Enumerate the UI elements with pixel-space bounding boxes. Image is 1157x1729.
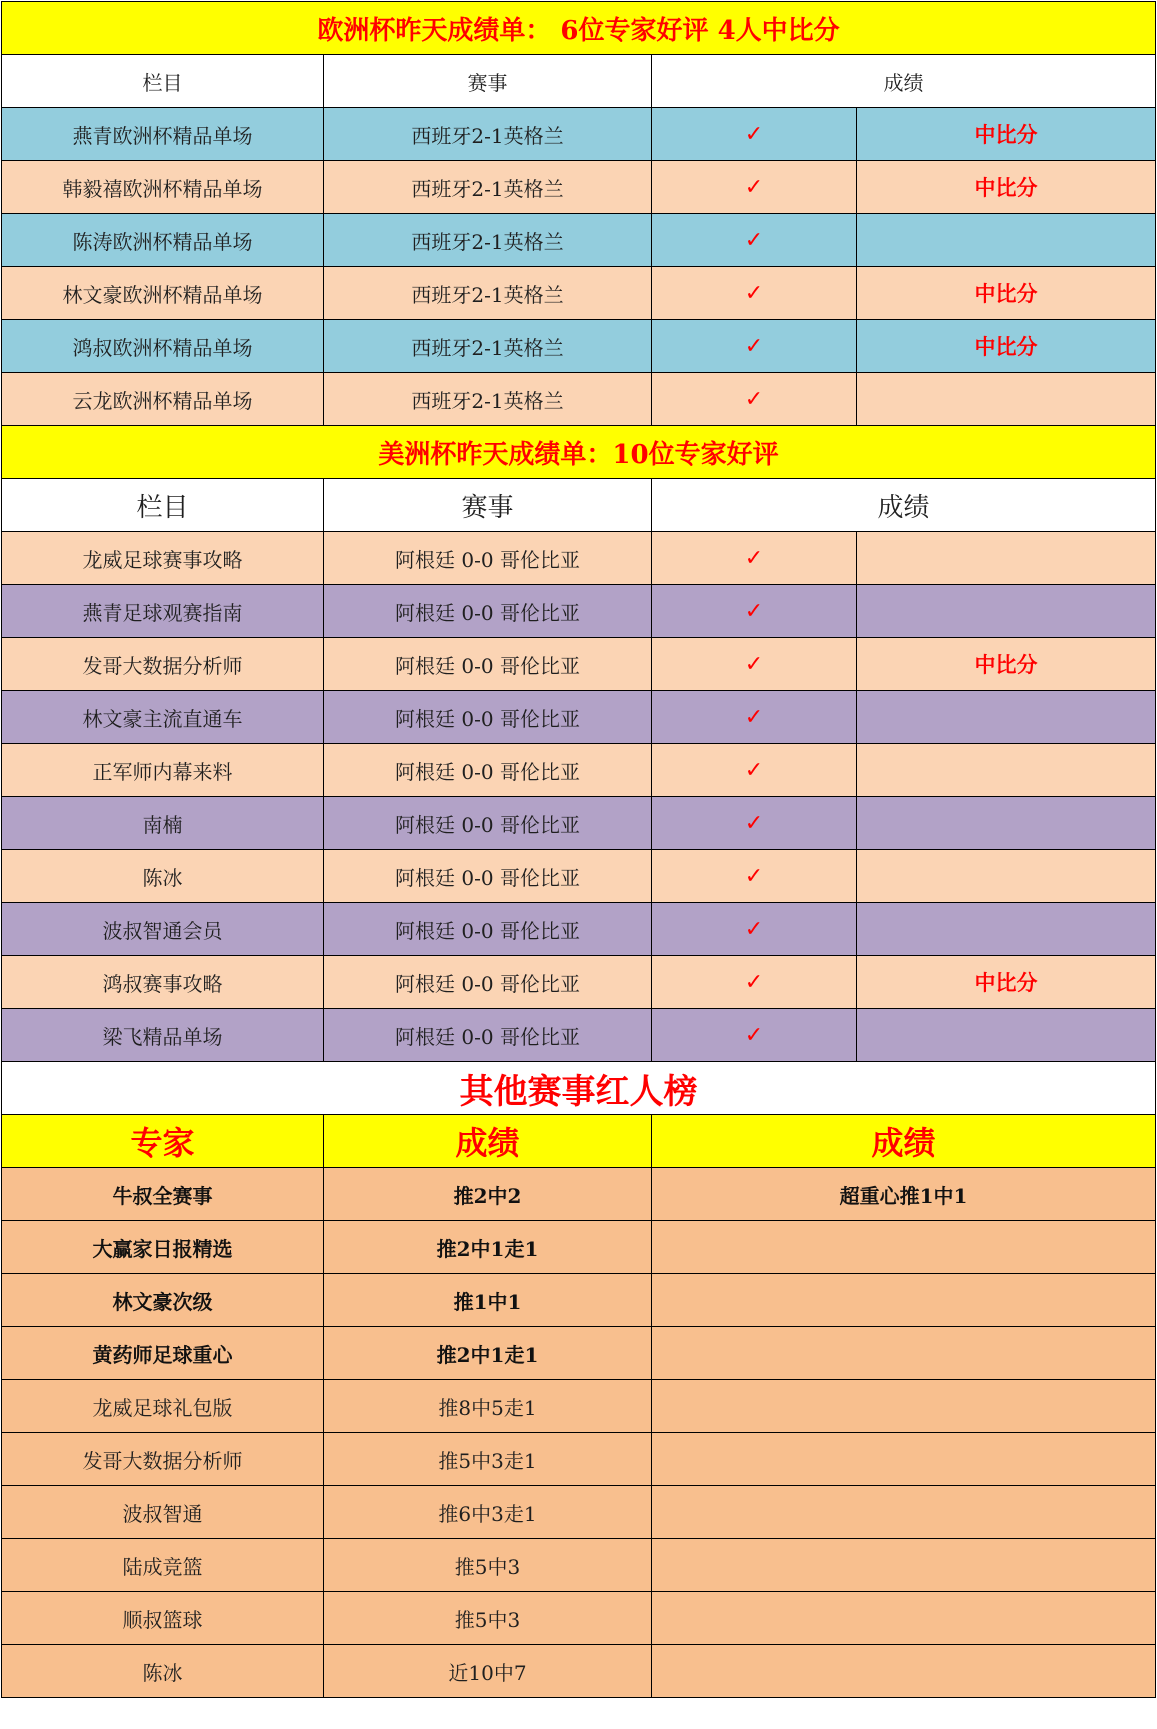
euro-title: 欧洲杯昨天成绩单： 6位专家好评 4人中比分 xyxy=(2,2,1156,55)
table-row xyxy=(2,1327,1156,1380)
check-icon: ✓ xyxy=(744,386,764,412)
check-icon: ✓ xyxy=(744,810,764,836)
note xyxy=(652,1380,1156,1433)
check-cell xyxy=(652,532,857,585)
check-cell xyxy=(652,638,857,691)
match-result: 阿根廷 0-0 哥伦比亚 xyxy=(324,532,652,585)
expert-name: 陈涛欧洲杯精品单场 xyxy=(2,214,324,267)
table-row xyxy=(2,214,1156,267)
check-icon: ✓ xyxy=(744,863,764,889)
match-result: 西班牙2-1英格兰 xyxy=(324,161,652,214)
match-result: 西班牙2-1英格兰 xyxy=(324,267,652,320)
score-cell xyxy=(857,1009,1156,1062)
table-row xyxy=(2,1645,1156,1698)
expert-name: 陈冰 xyxy=(2,850,324,903)
score-cell xyxy=(857,108,1156,161)
expert-name: 燕青足球观赛指南 xyxy=(2,585,324,638)
table-row xyxy=(2,1221,1156,1274)
check-icon: ✓ xyxy=(744,598,764,624)
expert-name: 龙威足球礼包版 xyxy=(2,1380,324,1433)
expert-name: 波叔智通会员 xyxy=(2,903,324,956)
check-cell xyxy=(652,214,857,267)
expert-name: 云龙欧洲杯精品单场 xyxy=(2,373,324,426)
table-row xyxy=(2,161,1156,214)
record: 推2中1走1 xyxy=(324,1221,652,1274)
score-cell xyxy=(857,532,1156,585)
score-cell xyxy=(857,585,1156,638)
score-hit-label: 中比分 xyxy=(974,175,1038,200)
check-icon: ✓ xyxy=(744,651,764,677)
check-icon: ✓ xyxy=(744,545,764,571)
check-cell xyxy=(652,161,857,214)
table-row xyxy=(2,691,1156,744)
others-title-row xyxy=(2,1062,1156,1115)
check-cell xyxy=(652,903,857,956)
match-result: 阿根廷 0-0 哥伦比亚 xyxy=(324,956,652,1009)
expert-name: 顺叔篮球 xyxy=(2,1592,324,1645)
expert-name: 鸿叔赛事攻略 xyxy=(2,956,324,1009)
check-icon: ✓ xyxy=(744,227,764,253)
results-sheet xyxy=(1,1,1155,1698)
record: 推6中3走1 xyxy=(324,1486,652,1539)
score-cell xyxy=(857,267,1156,320)
score-cell xyxy=(857,797,1156,850)
expert-name: 发哥大数据分析师 xyxy=(2,1433,324,1486)
check-cell xyxy=(652,320,857,373)
expert-name: 龙威足球赛事攻略 xyxy=(2,532,324,585)
check-cell xyxy=(652,267,857,320)
match-result: 阿根廷 0-0 哥伦比亚 xyxy=(324,585,652,638)
score-cell xyxy=(857,320,1156,373)
match-result: 西班牙2-1英格兰 xyxy=(324,373,652,426)
expert-name: 鸿叔欧洲杯精品单场 xyxy=(2,320,324,373)
match-result: 阿根廷 0-0 哥伦比亚 xyxy=(324,638,652,691)
expert-name: 黄药师足球重心 xyxy=(2,1327,324,1380)
check-cell xyxy=(652,108,857,161)
expert-name: 南楠 xyxy=(2,797,324,850)
check-cell xyxy=(652,956,857,1009)
score-cell xyxy=(857,744,1156,797)
score-hit-label: 中比分 xyxy=(974,652,1038,677)
table-row xyxy=(2,532,1156,585)
match-result: 阿根廷 0-0 哥伦比亚 xyxy=(324,691,652,744)
table-row xyxy=(2,373,1156,426)
table-row xyxy=(2,320,1156,373)
match-result: 阿根廷 0-0 哥伦比亚 xyxy=(324,744,652,797)
check-cell xyxy=(652,744,857,797)
table-row xyxy=(2,956,1156,1009)
others-header-result: 成绩 xyxy=(324,1115,652,1168)
table-row xyxy=(2,1433,1156,1486)
check-cell xyxy=(652,850,857,903)
check-cell xyxy=(652,691,857,744)
match-result: 西班牙2-1英格兰 xyxy=(324,214,652,267)
others-header-expert: 专家 xyxy=(2,1115,324,1168)
table-row xyxy=(2,1592,1156,1645)
expert-name: 陈冰 xyxy=(2,1645,324,1698)
america-title: 美洲杯昨天成绩单：10位专家好评 xyxy=(2,426,1156,479)
table-row xyxy=(2,903,1156,956)
note xyxy=(652,1221,1156,1274)
record: 近10中7 xyxy=(324,1645,652,1698)
score-hit-label: 中比分 xyxy=(974,334,1038,359)
table-row xyxy=(2,1486,1156,1539)
check-icon: ✓ xyxy=(744,1022,764,1048)
check-icon: ✓ xyxy=(744,333,764,359)
record: 推8中5走1 xyxy=(324,1380,652,1433)
table-row xyxy=(2,1539,1156,1592)
check-icon: ✓ xyxy=(744,704,764,730)
match-result: 阿根廷 0-0 哥伦比亚 xyxy=(324,850,652,903)
match-result: 西班牙2-1英格兰 xyxy=(324,108,652,161)
check-icon: ✓ xyxy=(744,121,764,147)
check-cell xyxy=(652,797,857,850)
table-row xyxy=(2,1274,1156,1327)
check-icon: ✓ xyxy=(744,757,764,783)
score-cell xyxy=(857,214,1156,267)
expert-name: 林文豪欧洲杯精品单场 xyxy=(2,267,324,320)
expert-name: 陆成竞篮 xyxy=(2,1539,324,1592)
america-header-result: 成绩 xyxy=(652,479,1156,532)
expert-name: 波叔智通 xyxy=(2,1486,324,1539)
table-row xyxy=(2,267,1156,320)
record: 推1中1 xyxy=(324,1274,652,1327)
score-cell xyxy=(857,638,1156,691)
score-cell xyxy=(857,850,1156,903)
note xyxy=(652,1486,1156,1539)
results-table xyxy=(1,1,1156,1698)
check-icon: ✓ xyxy=(744,969,764,995)
america-header-column: 栏目 xyxy=(2,479,324,532)
score-cell xyxy=(857,161,1156,214)
table-row xyxy=(2,797,1156,850)
euro-header-match: 赛事 xyxy=(324,55,652,108)
check-icon: ✓ xyxy=(744,916,764,942)
america-title-row xyxy=(2,426,1156,479)
note xyxy=(652,1592,1156,1645)
check-icon: ✓ xyxy=(744,280,764,306)
note xyxy=(652,1327,1156,1380)
results-table-body xyxy=(2,2,1156,1698)
score-hit-label: 中比分 xyxy=(974,122,1038,147)
table-row xyxy=(2,638,1156,691)
check-cell xyxy=(652,585,857,638)
check-icon: ✓ xyxy=(744,174,764,200)
score-cell xyxy=(857,373,1156,426)
expert-name: 韩毅禧欧洲杯精品单场 xyxy=(2,161,324,214)
note xyxy=(652,1645,1156,1698)
expert-name: 林文豪主流直通车 xyxy=(2,691,324,744)
expert-name: 燕青欧洲杯精品单场 xyxy=(2,108,324,161)
euro-header-row xyxy=(2,55,1156,108)
euro-title-row xyxy=(2,2,1156,55)
others-header-note: 成绩 xyxy=(652,1115,1156,1168)
match-result: 阿根廷 0-0 哥伦比亚 xyxy=(324,1009,652,1062)
table-row xyxy=(2,850,1156,903)
note: 超重心推1中1 xyxy=(652,1168,1156,1221)
expert-name: 牛叔全赛事 xyxy=(2,1168,324,1221)
others-header-row xyxy=(2,1115,1156,1168)
note xyxy=(652,1539,1156,1592)
expert-name: 正军师内幕来料 xyxy=(2,744,324,797)
score-cell xyxy=(857,691,1156,744)
match-result: 阿根廷 0-0 哥伦比亚 xyxy=(324,797,652,850)
table-row xyxy=(2,585,1156,638)
table-row xyxy=(2,1009,1156,1062)
table-row xyxy=(2,108,1156,161)
note xyxy=(652,1274,1156,1327)
expert-name: 大赢家日报精选 xyxy=(2,1221,324,1274)
table-row xyxy=(2,1168,1156,1221)
check-cell xyxy=(652,373,857,426)
others-title: 其他赛事红人榜 xyxy=(2,1062,1156,1115)
score-hit-label: 中比分 xyxy=(974,281,1038,306)
record: 推5中3 xyxy=(324,1539,652,1592)
america-header-row xyxy=(2,479,1156,532)
record: 推5中3走1 xyxy=(324,1433,652,1486)
record: 推5中3 xyxy=(324,1592,652,1645)
expert-name: 发哥大数据分析师 xyxy=(2,638,324,691)
score-hit-label: 中比分 xyxy=(974,970,1038,995)
america-header-match: 赛事 xyxy=(324,479,652,532)
score-cell xyxy=(857,903,1156,956)
check-cell xyxy=(652,1009,857,1062)
expert-name: 林文豪次级 xyxy=(2,1274,324,1327)
note xyxy=(652,1433,1156,1486)
match-result: 西班牙2-1英格兰 xyxy=(324,320,652,373)
euro-header-column: 栏目 xyxy=(2,55,324,108)
table-row xyxy=(2,744,1156,797)
expert-name: 梁飞精品单场 xyxy=(2,1009,324,1062)
euro-header-result: 成绩 xyxy=(652,55,1156,108)
record: 推2中2 xyxy=(324,1168,652,1221)
match-result: 阿根廷 0-0 哥伦比亚 xyxy=(324,903,652,956)
score-cell xyxy=(857,956,1156,1009)
table-row xyxy=(2,1380,1156,1433)
record: 推2中1走1 xyxy=(324,1327,652,1380)
